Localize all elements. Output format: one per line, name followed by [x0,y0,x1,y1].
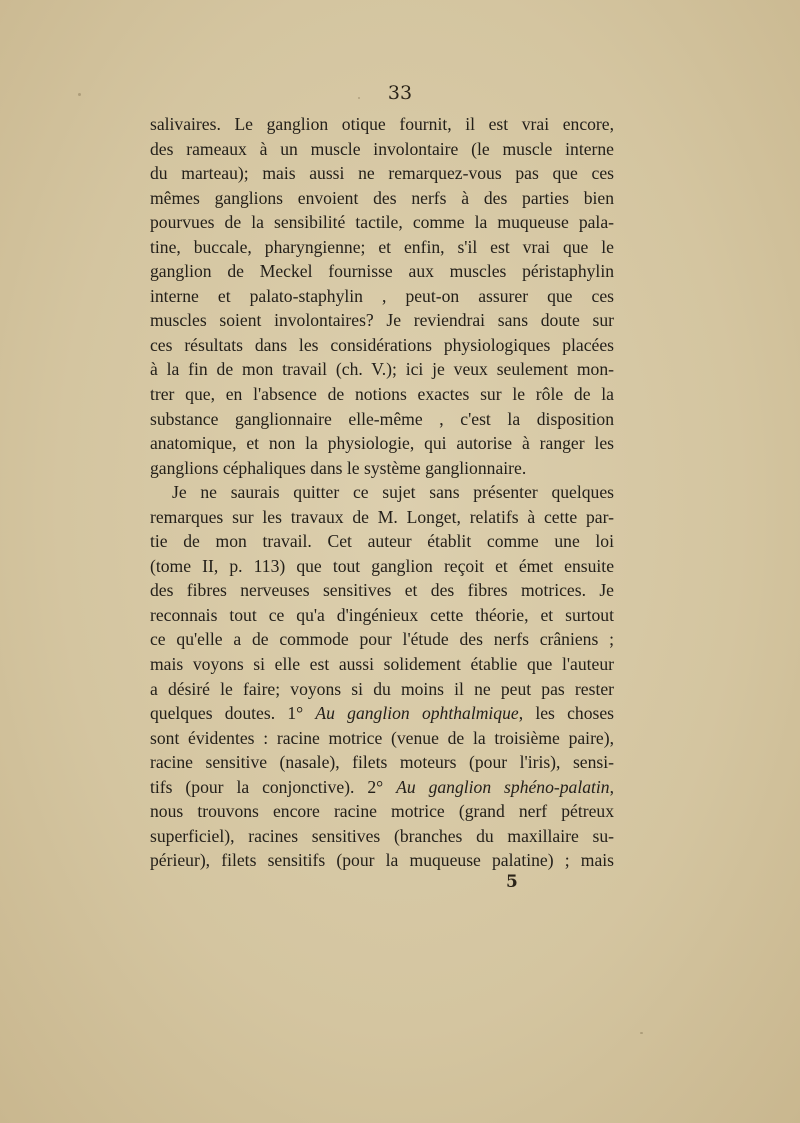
page-number: 33 [387,82,413,104]
text-line: (tome II, p. 113) que tout ganglion reçoit et émet ensuite [150,555,614,576]
text-line-italic-2 [150,775,614,800]
text-line: à la fin de mon travail (ch. V.); ici je veux seulement mon- [150,359,614,380]
text-line: a désiré le faire; voyons si du moins il ne peut pas rester [150,678,614,699]
text-line: nous trouvons encore racine motrice (grand nerf pétreux [150,801,614,822]
text-segment: , les choses [518,703,614,724]
text-line: trer que, en l'absence de notions exactes sur le rôle de la [150,384,614,405]
text-line: mais voyons si elle est aussi solidement établie que l'auteur [150,654,614,675]
text-line: interne et palato-staphylin , peut-on assurer que ces [150,285,614,306]
body-text [150,112,614,873]
text-line: tine, buccale, pharyngienne; et enfin, s'il est vrai que le [150,236,614,257]
text-line: salivaires. Le ganglion otique fournit, il est vrai encore, [150,114,614,134]
text-line: des rameaux à un muscle involontaire (le muscle interne [150,138,614,159]
text-segment: tifs (pour la conjonctive). 2° [150,776,397,797]
text-line: sont évidentes : racine motrice (venue de la troisième paire), [150,727,614,748]
paper-speck [640,1032,643,1034]
text-line: superficiel), racines sensitives (branches du maxillaire su- [150,825,614,846]
text-line: reconnais tout ce qu'a d'ingénieux cette théorie, et surtout [150,604,614,625]
text-line: ce qu'elle a de commode pour l'étude des nerfs crâniens ; [150,629,614,650]
italic-term: Au ganglion sphéno-palatin [396,776,610,797]
text-line-italic-1 [150,701,614,726]
text-line: des fibres nerveuses sensitives et des fibres motrices. Je [150,580,614,601]
text-segment: , [609,776,615,797]
text-line: ganglions céphaliques dans le système ganglionnaire. [150,457,527,478]
italic-term: Au ganglion ophthalmique [315,703,519,724]
text-segment: quelques doutes. 1° [150,703,316,724]
text-line: tie de mon travail. Cet auteur établit comme une loi [150,531,614,552]
text-line: du marteau); mais aussi ne remarquez-vous pas que ces [150,163,614,184]
text-line: anatomique, et non la physiologie, qui autorise à ranger les [150,433,614,454]
text-line: ces résultats dans les considérations physiologiques placées [150,334,614,355]
text-line: racine sensitive (nasale), filets moteurs (pour l'iris), sensi- [150,752,614,773]
text-line: ganglion de Meckel fournisse aux muscles péristaphylin [150,261,614,282]
text-line: Je ne saurais quitter ce sujet sans présenter quelques [172,482,614,503]
text-line: périeur), filets sensitifs (pour la muqueuse palatine) ; mais [150,850,614,871]
text-line: remarques sur les travaux de M. Longet, relatifs à cette par- [150,506,614,527]
text-line: pourvues de la sensibilité tactile, comme la muqueuse pala- [150,212,614,233]
text-line: mêmes ganglions envoient des nerfs à des parties bien [150,187,614,208]
text-line: substance ganglionnaire elle-même , c'est la disposition [150,408,614,429]
signature-mark: 5 [506,872,518,892]
text-line: muscles soient involontaires? Je reviendrai sans doute sur [150,310,614,331]
